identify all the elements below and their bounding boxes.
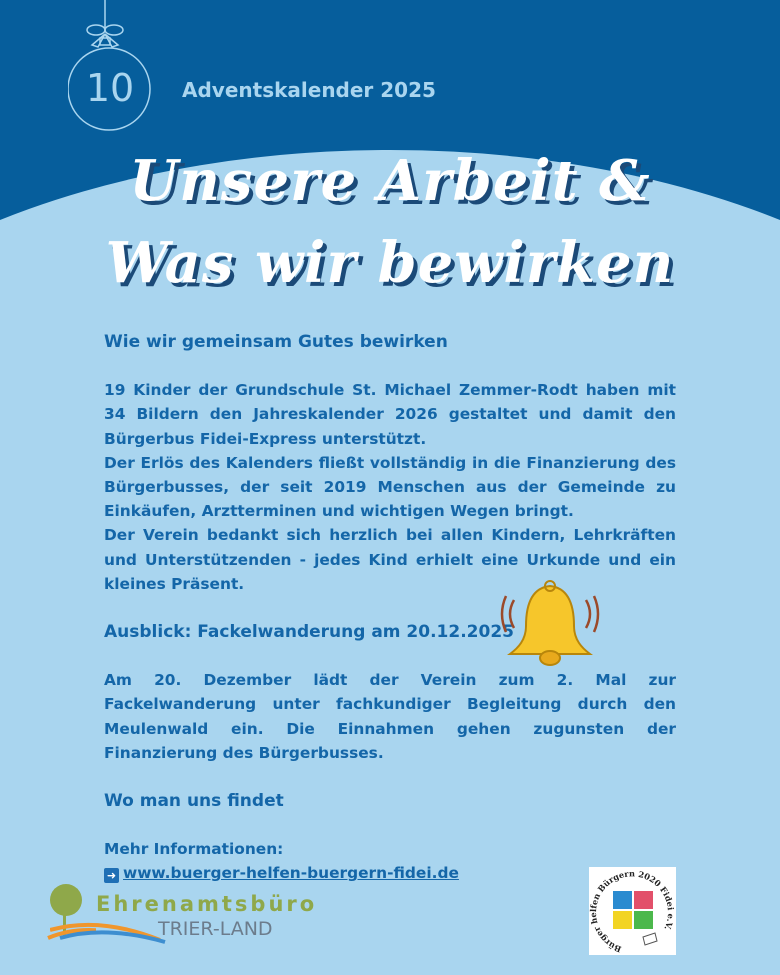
title-line-2: Was wir bewirken [105, 230, 675, 296]
website-link[interactable]: www.buerger-helfen-buergern-fidei.de [123, 864, 459, 883]
para1-line: Der Erlös des Kalenders fließt vollständig in die Finanzierung des Bürgerbusses, der seit 2019 Menschen aus der Gemeinde zu Einkäufen, Arztterminen und wichtigen Wegen bringt. [104, 453, 676, 521]
paragraph-2: Am 20. Dezember lädt der Verein zum 2. Mal zur Fackelwanderung unter fachkundiger Begleitung durch den Meulenwald ein. Die Einnahmen gehen zugunsten der Finanzierung des Bürgerbusses. [104, 671, 676, 762]
heading-3: Wo man uns findet [104, 791, 284, 812]
more-info-label: Mehr Informationen: [104, 840, 284, 859]
fidei-logo-ring-text [589, 868, 676, 954]
paragraph-1 [104, 378, 676, 596]
arrow-right-icon: ➜ [104, 868, 119, 883]
trier-land-text: TRIER-LAND [158, 918, 273, 940]
puzzle-logo-icon [589, 867, 676, 955]
para1-line: Der Verein bedankt sich herzlich bei allen Kindern, Lehrkräften und Unterstützenden - jedes Kind erhielt eine Urkunde und ein kleines Präsent. [104, 526, 676, 593]
day-number: 10 [85, 66, 135, 110]
para1-line: 19 Kinder der Grundschule St. Michael Zemmer-Rodt haben mit 34 Bildern den Jahreskalender 2026 gestaltet und damit den Bürgerbus Fidei-Express unterstützt. [104, 381, 676, 448]
fidei-logo [589, 867, 676, 955]
heading-2: Ausblick: Fackelwanderung am 20.12.2025 [104, 622, 514, 643]
heading-1: Wie wir gemeinsam Gutes bewirken [104, 332, 448, 352]
fidei-logo-ring-textpath: Bürger h fen Bürgern 2020 Fidei e.V. [589, 868, 676, 955]
ehrenamtsbuero-logo-text: Ehrenamtsbüro [96, 892, 318, 916]
bell-icon [500, 578, 600, 670]
title-line-1: Unsere Arbeit & [129, 148, 651, 214]
wave-icon [50, 920, 170, 945]
subtitle: Adventskalender 2025 [182, 78, 436, 102]
